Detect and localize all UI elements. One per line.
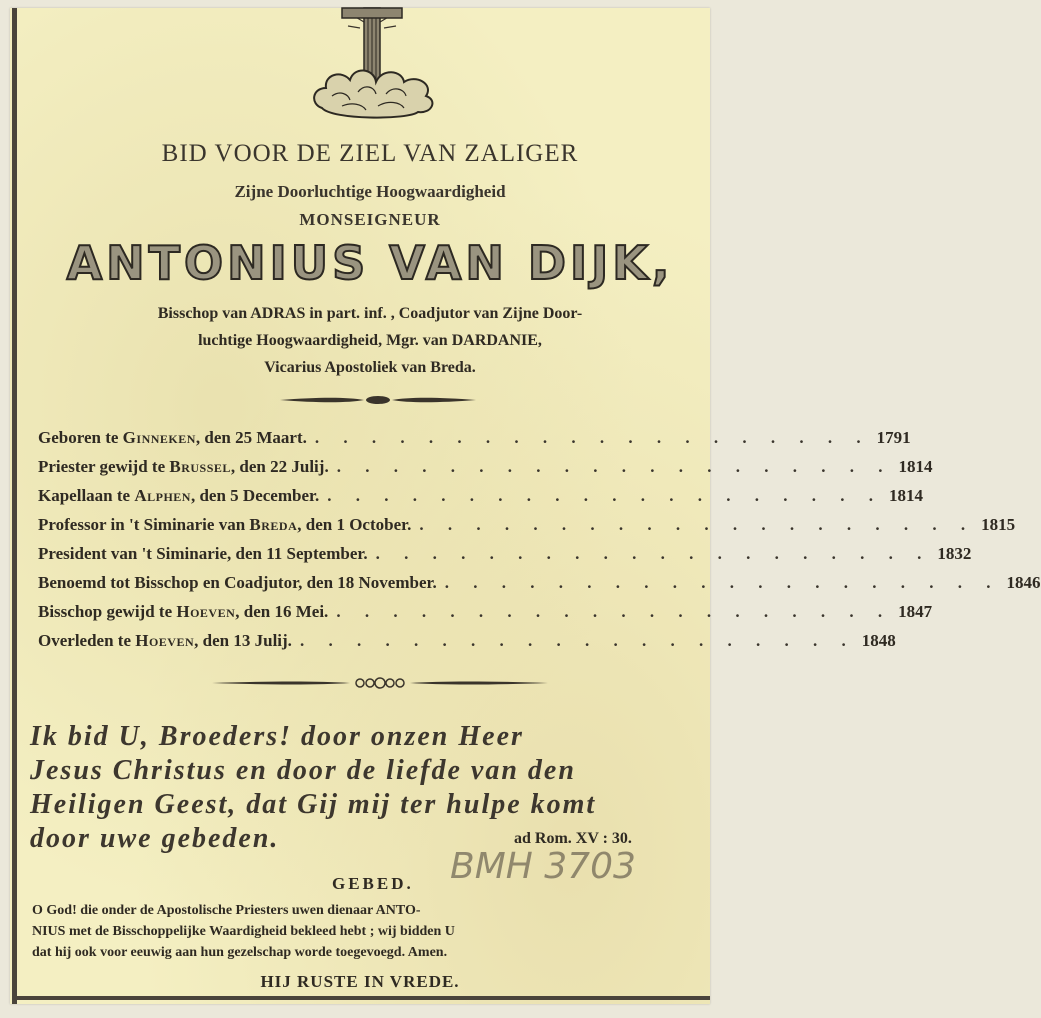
life-event: Professor in 't Siminarie van Breda, den 1 October. . . . . . . . . . . . . . . . . . . . . 1815 bbox=[38, 515, 1016, 534]
life-event: Bisschop gewijd te Hoeven, den 16 Mei. . . . . . . . . . . . . . . . . . . . . 1847 bbox=[38, 602, 933, 621]
event-year: 1832 bbox=[937, 544, 972, 563]
event-year: 1846 bbox=[1006, 573, 1041, 592]
event-year: 1847 bbox=[898, 602, 933, 621]
description-line: Bisschop van ADRAS in part. inf. , Coadjutor van Zijne Door- bbox=[157, 305, 583, 322]
card-border-left bbox=[12, 8, 17, 1004]
event-year: 1848 bbox=[861, 631, 896, 650]
deceased-name: ANTONIUS VAN DIJK, bbox=[66, 236, 674, 290]
prayer-heading: GEBED. bbox=[332, 874, 414, 893]
quote-line: Jesus Christus en door de liefde van den bbox=[30, 755, 576, 786]
life-event: Benoemd tot Bisschop en Coadjutor, den 18 November. . . . . . . . . . . . . . . . . . . . . 1846 bbox=[38, 573, 1041, 592]
scripture-reference: ad Rom. XV : 30. bbox=[514, 830, 632, 847]
life-events-list bbox=[38, 428, 1041, 660]
event-year: 1815 bbox=[981, 515, 1016, 534]
prayer-line: NIUS met de Bisschoppelijke Waardigheid bekleed hebt ; wij bidden U bbox=[32, 924, 455, 939]
quote-line: Heiligen Geest, dat Gij mij ter hulpe komt bbox=[30, 789, 597, 820]
life-event: President van 't Siminarie, den 11 September. . . . . . . . . . . . . . . . . . . . . 1832 bbox=[38, 544, 972, 563]
life-event: Kapellaan te Alphen, den 5 December. . . . . . . . . . . . . . . . . . . . . 1814 bbox=[38, 486, 923, 505]
titles-description bbox=[30, 300, 710, 381]
memorial-card bbox=[10, 8, 1041, 1004]
event-year: 1814 bbox=[888, 486, 923, 505]
divider-ornament bbox=[210, 674, 550, 692]
cross-on-clouds-emblem bbox=[302, 8, 442, 120]
prayer-line: dat hij ook voor eeuwig aan hun gezelschap worde toegevoegd. Amen. bbox=[32, 945, 448, 960]
card-border-bottom bbox=[12, 996, 710, 1000]
description-line: Vicarius Apostoliek van Breda. bbox=[264, 359, 476, 376]
rank: MONSEIGNEUR bbox=[299, 210, 441, 229]
description-line: luchtige Hoogwaardigheid, Mgr. van DARDANIE, bbox=[198, 332, 542, 349]
closing-line: HIJ RUSTE IN VREDE. bbox=[260, 972, 460, 991]
prayer-text bbox=[32, 900, 710, 963]
quote-line: Ik bid U, Broeders! door onzen Heer bbox=[30, 721, 524, 752]
honorific: Zijne Doorluchtige Hoogwaardigheid bbox=[234, 182, 506, 201]
life-event: Priester gewijd te Brussel, den 22 Julij. . . . . . . . . . . . . . . . . . . . . 1814 bbox=[38, 457, 933, 476]
life-event: Overleden te Hoeven, den 13 Julij. . . . . . . . . . . . . . . . . . . . . 1848 bbox=[38, 631, 896, 650]
card-title: BID VOOR DE ZIEL VAN ZALIGER bbox=[161, 140, 579, 167]
prayer-line: O God! die onder de Apostolische Priesters uwen dienaar ANTO- bbox=[32, 903, 421, 918]
event-year: 1791 bbox=[876, 428, 911, 447]
event-year: 1814 bbox=[898, 457, 933, 476]
archive-handwritten-mark: BMH 3703 bbox=[450, 846, 636, 887]
life-event: Geboren te Ginneken, den 25 Maart. . . . . . . . . . . . . . . . . . . . . 1791 bbox=[38, 428, 911, 447]
quote-line: door uwe gebeden. bbox=[30, 823, 280, 854]
divider-ornament bbox=[278, 394, 478, 406]
